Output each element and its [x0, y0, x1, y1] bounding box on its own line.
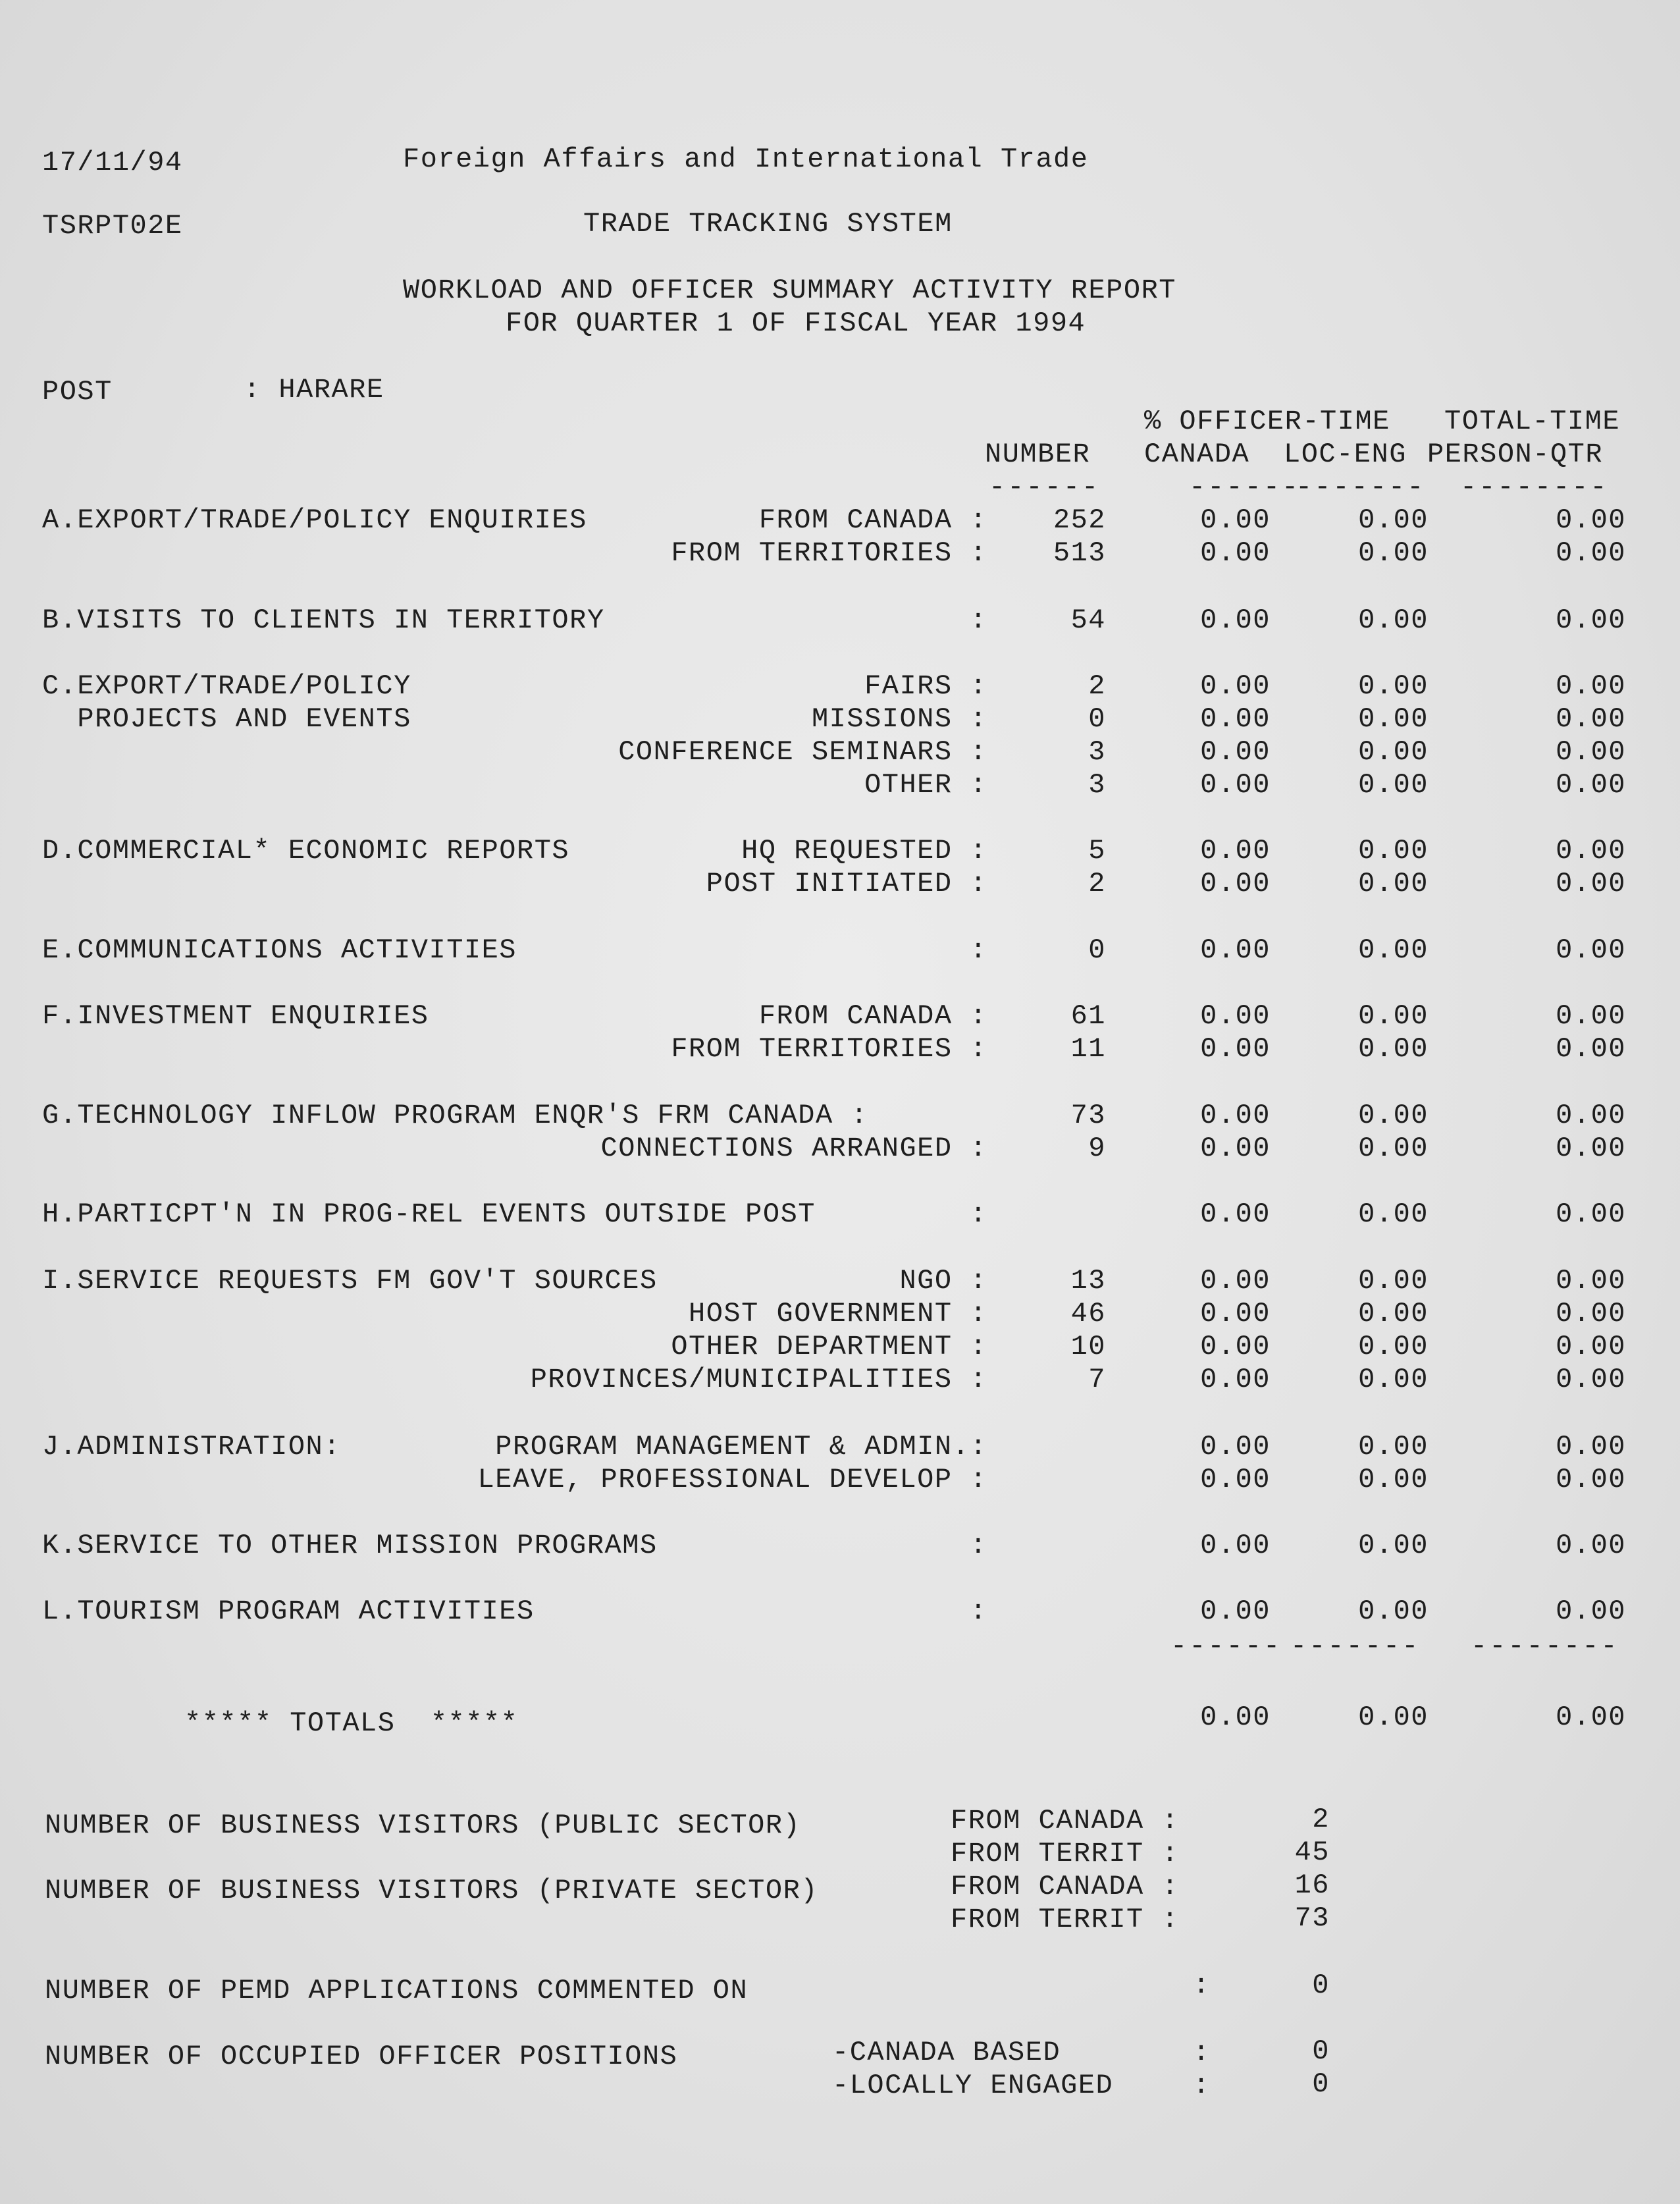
- row-person-qtr: 0.00: [1556, 934, 1626, 966]
- row-loceng-pct: 0.00: [1358, 1033, 1429, 1065]
- row-loceng-pct: 0.00: [1358, 868, 1429, 900]
- visitors-private-canada-label: FROM CANADA :: [951, 1871, 1180, 1902]
- totals-loceng: 0.00: [1358, 1702, 1429, 1733]
- person-qtr-header: PERSON-QTR: [1427, 439, 1604, 470]
- positions-canada-value: 0: [1312, 2035, 1330, 2067]
- row-canada-pct: 0.00: [1200, 1464, 1271, 1495]
- row-sublabel: :: [970, 934, 987, 966]
- row-number: 2: [1088, 868, 1106, 900]
- row-loceng-pct: 0.00: [1358, 504, 1429, 536]
- post-label: POST: [42, 376, 113, 408]
- row-label: G.TECHNOLOGY INFLOW PROGRAM ENQR'S FRM CANADA :: [42, 1100, 869, 1131]
- pemd-colon: :: [1193, 1970, 1211, 2001]
- row-sublabel: FAIRS :: [864, 670, 987, 702]
- row-sublabel: :: [970, 605, 987, 636]
- pemd-value: 0: [1312, 1970, 1330, 2001]
- row-label: H.PARTICPT'N IN PROG-REL EVENTS OUTSIDE POST: [42, 1198, 816, 1230]
- row-number: 0: [1088, 934, 1106, 966]
- row-canada-pct: 0.00: [1200, 769, 1271, 801]
- row-person-qtr: 0.00: [1556, 1596, 1626, 1627]
- row-loceng-pct: 0.00: [1358, 835, 1429, 867]
- row-loceng-pct: 0.00: [1358, 736, 1429, 768]
- row-person-qtr: 0.00: [1556, 1431, 1626, 1463]
- positions-local-label: -LOCALLY ENGAGED: [832, 2070, 1114, 2101]
- positions-canada-colon: :: [1193, 2037, 1211, 2068]
- row-loceng-pct: 0.00: [1358, 1464, 1429, 1495]
- row-canada-pct: 0.00: [1200, 1298, 1271, 1330]
- totals-canada-underline: ------: [1170, 1630, 1282, 1662]
- row-person-qtr: 0.00: [1556, 1133, 1626, 1164]
- row-sublabel: OTHER :: [864, 769, 987, 801]
- visitors-private-canada-value: 16: [1294, 1869, 1330, 1901]
- row-loceng-pct: 0.00: [1358, 1100, 1429, 1131]
- row-label: PROJECTS AND EVENTS: [42, 703, 411, 735]
- positions-canada-label: -CANADA BASED: [832, 2037, 1061, 2068]
- row-person-qtr: 0.00: [1556, 1033, 1626, 1065]
- row-sublabel: :: [970, 1596, 987, 1627]
- visitors-private-territ-value: 73: [1294, 1902, 1330, 1934]
- row-number: 11: [1070, 1033, 1106, 1065]
- row-person-qtr: 0.00: [1556, 769, 1626, 801]
- row-loceng-pct: 0.00: [1358, 1198, 1429, 1230]
- row-canada-pct: 0.00: [1200, 736, 1271, 768]
- row-sublabel: PROVINCES/MUNICIPALITIES :: [530, 1364, 987, 1395]
- visitors-public-territ-label: FROM TERRIT :: [951, 1838, 1180, 1869]
- row-loceng-pct: 0.00: [1358, 1431, 1429, 1463]
- row-number: 2: [1088, 670, 1106, 702]
- row-canada-pct: 0.00: [1200, 1364, 1271, 1395]
- row-person-qtr: 0.00: [1556, 1331, 1626, 1362]
- row-loceng-pct: 0.00: [1358, 1133, 1429, 1164]
- row-number: 7: [1088, 1364, 1106, 1395]
- report-title: WORKLOAD AND OFFICER SUMMARY ACTIVITY REPORT: [403, 275, 1176, 306]
- canada-header: CANADA: [1144, 439, 1250, 470]
- totals-person-underline: --------: [1471, 1630, 1619, 1662]
- row-person-qtr: 0.00: [1556, 1100, 1626, 1131]
- row-label: A.EXPORT/TRADE/POLICY ENQUIRIES: [42, 504, 587, 536]
- row-canada-pct: 0.00: [1200, 1033, 1271, 1065]
- row-canada-pct: 0.00: [1200, 1198, 1271, 1230]
- row-canada-pct: 0.00: [1200, 868, 1271, 900]
- row-label: K.SERVICE TO OTHER MISSION PROGRAMS: [42, 1530, 658, 1561]
- row-sublabel: HOST GOVERNMENT :: [689, 1298, 987, 1330]
- row-loceng-pct: 0.00: [1358, 934, 1429, 966]
- row-number: 13: [1070, 1265, 1106, 1297]
- row-sublabel: :: [970, 1198, 987, 1230]
- row-sublabel: :: [970, 1530, 987, 1561]
- row-number: 3: [1088, 736, 1106, 768]
- row-person-qtr: 0.00: [1556, 1464, 1626, 1495]
- row-loceng-pct: 0.00: [1358, 605, 1429, 636]
- row-label: L.TOURISM PROGRAM ACTIVITIES: [42, 1596, 535, 1627]
- row-label: E.COMMUNICATIONS ACTIVITIES: [42, 934, 517, 966]
- positions-local-value: 0: [1312, 2068, 1330, 2100]
- row-loceng-pct: 0.00: [1358, 537, 1429, 569]
- row-person-qtr: 0.00: [1556, 835, 1626, 867]
- row-person-qtr: 0.00: [1556, 504, 1626, 536]
- positions-label: NUMBER OF OCCUPIED OFFICER POSITIONS: [45, 2041, 678, 2072]
- pemd-label: NUMBER OF PEMD APPLICATIONS COMMENTED ON: [45, 1975, 748, 2006]
- row-sublabel: POST INITIATED :: [706, 868, 987, 900]
- row-sublabel: CONFERENCE SEMINARS :: [618, 736, 987, 768]
- row-person-qtr: 0.00: [1556, 670, 1626, 702]
- row-sublabel: NGO :: [899, 1265, 987, 1297]
- visitors-public-canada-label: FROM CANADA :: [951, 1805, 1180, 1837]
- visitors-public-label: NUMBER OF BUSINESS VISITORS (PUBLIC SECTOR): [45, 1810, 801, 1841]
- visitors-private-label: NUMBER OF BUSINESS VISITORS (PRIVATE SECTOR): [45, 1875, 818, 1906]
- row-person-qtr: 0.00: [1556, 605, 1626, 636]
- row-loceng-pct: 0.00: [1358, 1265, 1429, 1297]
- positions-local-colon: :: [1193, 2070, 1211, 2101]
- totals-person: 0.00: [1556, 1702, 1626, 1733]
- report-period: FOR QUARTER 1 OF FISCAL YEAR 1994: [506, 308, 1086, 339]
- row-number: 5: [1088, 835, 1106, 867]
- number-header: NUMBER: [985, 439, 1091, 470]
- row-loceng-pct: 0.00: [1358, 1298, 1429, 1330]
- row-person-qtr: 0.00: [1556, 537, 1626, 569]
- row-person-qtr: 0.00: [1556, 1364, 1626, 1395]
- row-canada-pct: 0.00: [1200, 1596, 1271, 1627]
- row-canada-pct: 0.00: [1200, 670, 1271, 702]
- row-canada-pct: 0.00: [1200, 835, 1271, 867]
- row-sublabel: FROM CANADA :: [758, 1000, 987, 1032]
- row-number: 54: [1070, 605, 1106, 636]
- row-number: 46: [1070, 1298, 1106, 1330]
- visitors-public-canada-value: 2: [1312, 1804, 1330, 1835]
- row-person-qtr: 0.00: [1556, 1000, 1626, 1032]
- row-canada-pct: 0.00: [1200, 504, 1271, 536]
- row-canada-pct: 0.00: [1200, 605, 1271, 636]
- row-label: B.VISITS TO CLIENTS IN TERRITORY: [42, 605, 605, 636]
- row-number: 513: [1053, 537, 1106, 569]
- person-qtr-underline: --------: [1460, 471, 1609, 503]
- row-label: C.EXPORT/TRADE/POLICY: [42, 670, 411, 702]
- row-canada-pct: 0.00: [1200, 1133, 1271, 1164]
- row-loceng-pct: 0.00: [1358, 769, 1429, 801]
- row-sublabel: PROGRAM MANAGEMENT & ADMIN.:: [495, 1431, 987, 1463]
- row-loceng-pct: 0.00: [1358, 1530, 1429, 1561]
- row-person-qtr: 0.00: [1556, 1198, 1626, 1230]
- row-sublabel: FROM CANADA :: [758, 504, 987, 536]
- row-number: 252: [1053, 504, 1106, 536]
- visitors-public-territ-value: 45: [1294, 1837, 1330, 1868]
- row-number: 3: [1088, 769, 1106, 801]
- row-number: 0: [1088, 703, 1106, 735]
- department-name: Foreign Affairs and International Trade: [403, 144, 1089, 175]
- number-underline: ------: [989, 471, 1101, 503]
- post-value: : HARARE: [244, 374, 384, 406]
- row-canada-pct: 0.00: [1200, 703, 1271, 735]
- row-canada-pct: 0.00: [1200, 1100, 1271, 1131]
- row-label: F.INVESTMENT ENQUIRIES: [42, 1000, 429, 1032]
- row-person-qtr: 0.00: [1556, 1530, 1626, 1561]
- row-loceng-pct: 0.00: [1358, 1331, 1429, 1362]
- row-sublabel: FROM TERRITORIES :: [671, 537, 987, 569]
- row-person-qtr: 0.00: [1556, 1298, 1626, 1330]
- row-canada-pct: 0.00: [1200, 1265, 1271, 1297]
- system-name: TRADE TRACKING SYSTEM: [583, 208, 953, 240]
- officer-time-header: % OFFICER-TIME: [1144, 406, 1390, 437]
- row-canada-pct: 0.00: [1200, 1000, 1271, 1032]
- row-person-qtr: 0.00: [1556, 736, 1626, 768]
- row-sublabel: MISSIONS :: [811, 703, 987, 735]
- row-sublabel: HQ REQUESTED :: [741, 835, 987, 867]
- totals-label: ***** TOTALS *****: [184, 1707, 519, 1739]
- total-time-header: TOTAL-TIME: [1444, 406, 1621, 437]
- row-person-qtr: 0.00: [1556, 868, 1626, 900]
- canada-underline: ------: [1189, 471, 1301, 503]
- row-label: D.COMMERCIAL* ECONOMIC REPORTS: [42, 835, 570, 867]
- report-code: TSRPT02E: [42, 210, 183, 242]
- row-label: I.SERVICE REQUESTS FM GOV'T SOURCES: [42, 1265, 658, 1297]
- row-loceng-pct: 0.00: [1358, 1596, 1429, 1627]
- row-sublabel: LEAVE, PROFESSIONAL DEVELOP :: [477, 1464, 987, 1495]
- report-date: 17/11/94: [42, 147, 183, 178]
- totals-canada: 0.00: [1200, 1702, 1271, 1733]
- visitors-private-territ-label: FROM TERRIT :: [951, 1904, 1180, 1935]
- loc-eng-underline: -------: [1296, 471, 1426, 503]
- row-loceng-pct: 0.00: [1358, 670, 1429, 702]
- row-label: J.ADMINISTRATION:: [42, 1431, 341, 1463]
- row-canada-pct: 0.00: [1200, 1331, 1271, 1362]
- row-person-qtr: 0.00: [1556, 1265, 1626, 1297]
- row-number: 73: [1070, 1100, 1106, 1131]
- row-canada-pct: 0.00: [1200, 934, 1271, 966]
- row-person-qtr: 0.00: [1556, 703, 1626, 735]
- row-canada-pct: 0.00: [1200, 1431, 1271, 1463]
- row-canada-pct: 0.00: [1200, 1530, 1271, 1561]
- row-sublabel: FROM TERRITORIES :: [671, 1033, 987, 1065]
- row-number: 9: [1088, 1133, 1106, 1164]
- row-sublabel: OTHER DEPARTMENT :: [671, 1331, 987, 1362]
- totals-loceng-underline: -------: [1290, 1630, 1421, 1662]
- row-canada-pct: 0.00: [1200, 537, 1271, 569]
- loc-eng-header: LOC-ENG: [1284, 439, 1407, 470]
- row-loceng-pct: 0.00: [1358, 1364, 1429, 1395]
- row-sublabel: CONNECTIONS ARRANGED :: [600, 1133, 987, 1164]
- row-number: 61: [1070, 1000, 1106, 1032]
- row-loceng-pct: 0.00: [1358, 1000, 1429, 1032]
- row-loceng-pct: 0.00: [1358, 703, 1429, 735]
- row-number: 10: [1070, 1331, 1106, 1362]
